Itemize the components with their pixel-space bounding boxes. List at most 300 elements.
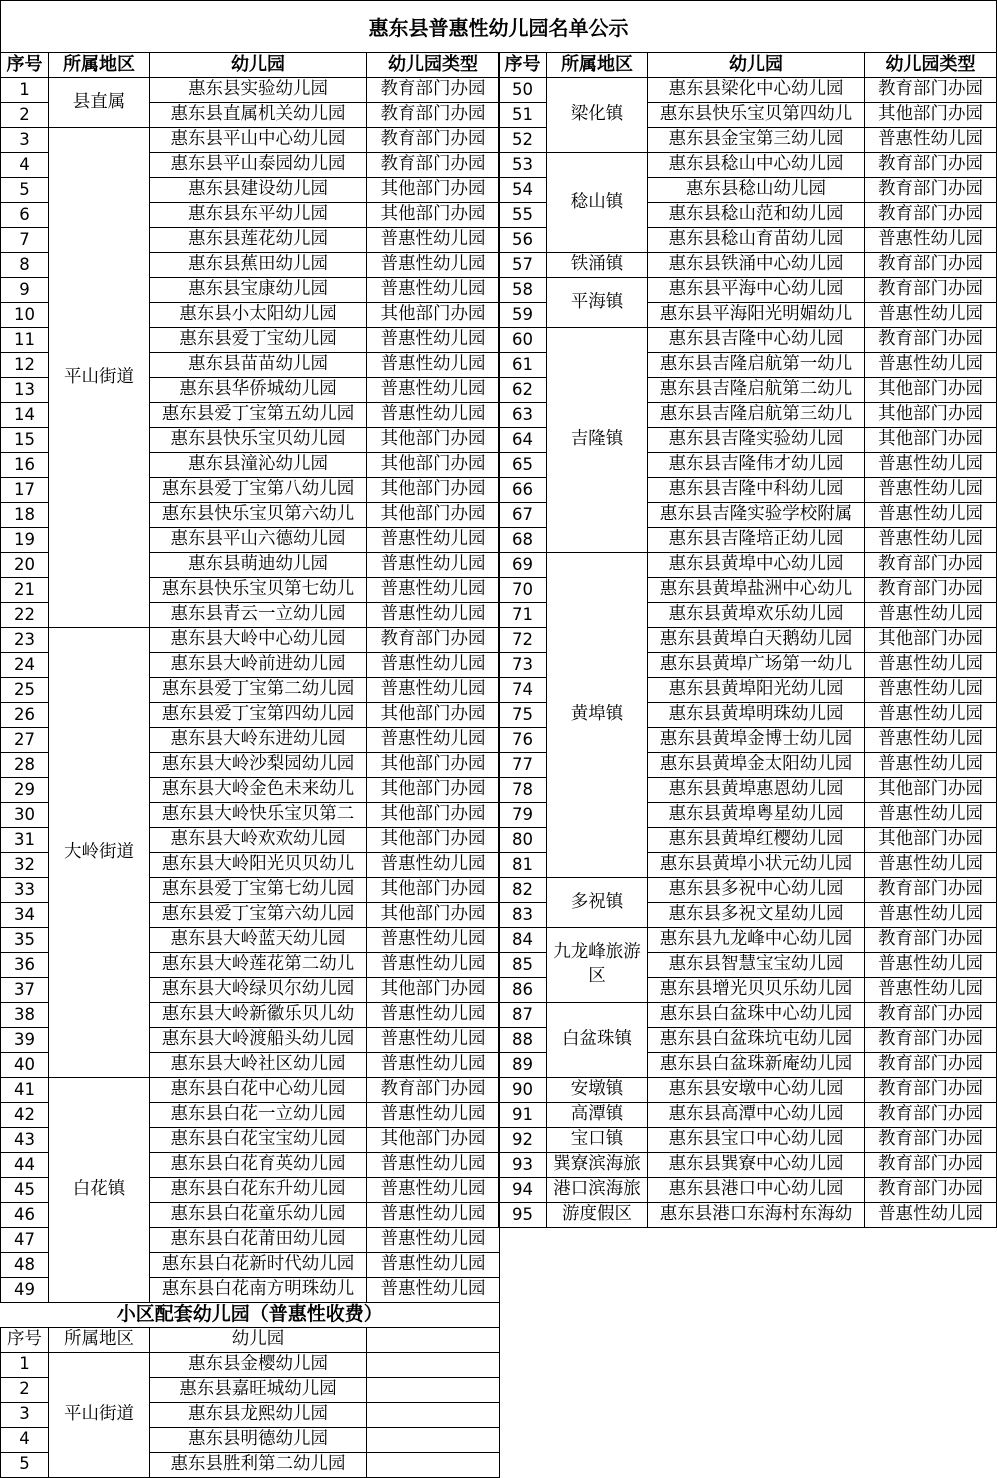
kindergarten-type: 教育部门办园 — [865, 1153, 997, 1178]
region-cell: 白盆珠镇 — [547, 1003, 648, 1078]
row-seq: 63 — [499, 403, 547, 428]
kindergarten-type: 其他部门办园 — [367, 703, 500, 728]
kindergarten-type: 普惠性幼儿园 — [865, 528, 997, 553]
table-row — [499, 278, 997, 303]
kindergarten-name: 惠东县大岭中心幼儿园 — [150, 628, 367, 653]
row-seq: 27 — [1, 728, 49, 753]
row-seq: 46 — [1, 1203, 49, 1228]
kindergarten-name: 惠东县大岭新徽乐贝儿幼 — [150, 1003, 367, 1028]
row-seq: 95 — [499, 1203, 547, 1228]
row-seq: 16 — [1, 453, 49, 478]
kindergarten-name: 惠东县大岭东进幼儿园 — [150, 728, 367, 753]
kindergarten-name: 惠东县华侨城幼儿园 — [150, 378, 367, 403]
kindergarten-type: 其他部门办园 — [865, 828, 997, 853]
row-seq: 31 — [1, 828, 49, 853]
kindergarten-name: 惠东县平山中心幼儿园 — [150, 128, 367, 153]
kindergarten-type: 教育部门办园 — [865, 203, 997, 228]
row-seq: 10 — [1, 303, 49, 328]
header-seq: 序号 — [499, 53, 547, 78]
kindergarten-type: 普惠性幼儿园 — [367, 1053, 500, 1078]
row-seq: 5 — [1, 178, 49, 203]
kindergarten-type: 普惠性幼儿园 — [865, 728, 997, 753]
kindergarten-name: 惠东县多祝文星幼儿园 — [648, 903, 865, 928]
region-cell: 游度假区 — [547, 1203, 648, 1228]
row-seq: 39 — [1, 1028, 49, 1053]
kindergarten-name: 惠东县东平幼儿园 — [150, 203, 367, 228]
kindergarten-name: 惠东县龙熙幼儿园 — [150, 1402, 367, 1427]
region-cell: 吉隆镇 — [547, 328, 648, 553]
row-seq: 18 — [1, 503, 49, 528]
table-row — [499, 553, 997, 578]
region-cell: 梁化镇 — [547, 78, 648, 153]
kindergarten-type — [367, 1377, 500, 1402]
kindergarten-name: 惠东县白花童乐幼儿园 — [150, 1203, 367, 1228]
table-row — [499, 928, 997, 953]
row-seq: 19 — [1, 528, 49, 553]
kindergarten-name: 惠东县巽寮中心幼儿园 — [648, 1153, 865, 1178]
kindergarten-name: 惠东县快乐宝贝第四幼儿 — [648, 103, 865, 128]
kindergarten-type: 教育部门办园 — [865, 253, 997, 278]
row-seq: 67 — [499, 503, 547, 528]
kindergarten-type: 教育部门办园 — [367, 78, 500, 103]
kindergarten-type: 其他部门办园 — [367, 203, 500, 228]
kindergarten-name: 惠东县黄埠欢乐幼儿园 — [648, 603, 865, 628]
kindergarten-name: 惠东县多祝中心幼儿园 — [648, 878, 865, 903]
kindergarten-type: 教育部门办园 — [367, 153, 500, 178]
kindergarten-name: 惠东县白花一立幼儿园 — [150, 1103, 367, 1128]
row-seq: 2 — [1, 1377, 49, 1402]
kindergarten-name: 惠东县大岭欢欢幼儿园 — [150, 828, 367, 853]
header-type: 幼儿园类型 — [367, 53, 500, 78]
header-row — [499, 53, 997, 78]
row-seq: 30 — [1, 803, 49, 828]
header-seq: 序号 — [1, 1327, 49, 1352]
page-title: 惠东县普惠性幼儿园名单公示 — [0, 0, 997, 53]
kindergarten-type: 其他部门办园 — [367, 303, 500, 328]
region-cell: 白花镇 — [49, 1078, 150, 1303]
kindergarten-type: 普惠性幼儿园 — [367, 653, 500, 678]
table-row — [499, 78, 997, 103]
kindergarten-name: 惠东县金宝第三幼儿园 — [648, 128, 865, 153]
row-seq: 15 — [1, 428, 49, 453]
kindergarten-type: 普惠性幼儿园 — [367, 278, 500, 303]
kindergarten-type: 普惠性幼儿园 — [367, 1228, 500, 1253]
kindergarten-name: 惠东县快乐宝贝第六幼儿 — [150, 503, 367, 528]
kindergarten-name: 惠东县直属机关幼儿园 — [150, 103, 367, 128]
kindergarten-type: 普惠性幼儿园 — [367, 1153, 500, 1178]
region-cell: 黄埠镇 — [547, 553, 648, 878]
header-type: 幼儿园类型 — [865, 53, 997, 78]
row-seq: 1 — [1, 1352, 49, 1377]
row-seq: 75 — [499, 703, 547, 728]
row-seq: 20 — [1, 553, 49, 578]
row-seq: 73 — [499, 653, 547, 678]
row-seq: 44 — [1, 1153, 49, 1178]
row-seq: 17 — [1, 478, 49, 503]
kindergarten-name: 惠东县爱丁宝第八幼儿园 — [150, 478, 367, 503]
table-row — [499, 153, 997, 178]
table-row — [1, 128, 500, 153]
kindergarten-name: 惠东县白盆珠中心幼儿园 — [648, 1003, 865, 1028]
row-seq: 29 — [1, 778, 49, 803]
kindergarten-name: 惠东县爱丁宝第五幼儿园 — [150, 403, 367, 428]
kindergarten-name: 惠东县爱丁宝第四幼儿园 — [150, 703, 367, 728]
header-kindergarten: 幼儿园 — [648, 53, 865, 78]
row-seq: 82 — [499, 878, 547, 903]
row-seq: 69 — [499, 553, 547, 578]
kindergarten-type: 普惠性幼儿园 — [367, 1253, 500, 1278]
kindergarten-type: 普惠性幼儿园 — [865, 303, 997, 328]
kindergarten-type: 教育部门办园 — [865, 1003, 997, 1028]
row-seq: 78 — [499, 778, 547, 803]
region-cell: 平山街道 — [49, 128, 150, 628]
row-seq: 89 — [499, 1053, 547, 1078]
kindergarten-type: 普惠性幼儿园 — [865, 678, 997, 703]
kindergarten-name: 惠东县明德幼儿园 — [150, 1427, 367, 1452]
kindergarten-name: 惠东县吉隆实验幼儿园 — [648, 428, 865, 453]
row-seq: 77 — [499, 753, 547, 778]
row-seq: 11 — [1, 328, 49, 353]
table-row — [499, 1178, 997, 1203]
table-row — [499, 1153, 997, 1178]
kindergarten-type: 普惠性幼儿园 — [367, 378, 500, 403]
row-seq: 92 — [499, 1128, 547, 1153]
kindergarten-type: 普惠性幼儿园 — [367, 1003, 500, 1028]
region-cell: 巽寮滨海旅 — [547, 1153, 648, 1178]
kindergarten-type: 其他部门办园 — [865, 103, 997, 128]
row-seq: 86 — [499, 978, 547, 1003]
kindergarten-type: 普惠性幼儿园 — [367, 328, 500, 353]
row-seq: 45 — [1, 1178, 49, 1203]
kindergarten-type: 教育部门办园 — [865, 1178, 997, 1203]
row-seq: 55 — [499, 203, 547, 228]
kindergarten-type: 普惠性幼儿园 — [367, 603, 500, 628]
header-empty — [367, 1327, 500, 1352]
kindergarten-type: 普惠性幼儿园 — [367, 553, 500, 578]
row-seq: 91 — [499, 1103, 547, 1128]
table-row — [499, 1103, 997, 1128]
region-cell: 平海镇 — [547, 278, 648, 328]
row-seq: 57 — [499, 253, 547, 278]
kindergarten-name: 惠东县白花育英幼儿园 — [150, 1153, 367, 1178]
row-seq: 76 — [499, 728, 547, 753]
row-seq: 7 — [1, 228, 49, 253]
kindergarten-type: 普惠性幼儿园 — [367, 1028, 500, 1053]
kindergarten-name: 惠东县大岭沙梨园幼儿园 — [150, 753, 367, 778]
kindergarten-type: 普惠性幼儿园 — [865, 1203, 997, 1228]
row-seq: 64 — [499, 428, 547, 453]
row-seq: 48 — [1, 1253, 49, 1278]
kindergarten-type: 教育部门办园 — [865, 78, 997, 103]
row-seq: 85 — [499, 953, 547, 978]
row-seq: 66 — [499, 478, 547, 503]
row-seq: 4 — [1, 1427, 49, 1452]
kindergarten-type: 其他部门办园 — [367, 753, 500, 778]
row-seq: 38 — [1, 1003, 49, 1028]
kindergarten-name: 惠东县港口中心幼儿园 — [648, 1178, 865, 1203]
row-seq: 65 — [499, 453, 547, 478]
kindergarten-type: 普惠性幼儿园 — [865, 478, 997, 503]
row-seq: 79 — [499, 803, 547, 828]
kindergarten-name: 惠东县安墩中心幼儿园 — [648, 1078, 865, 1103]
kindergarten-type: 其他部门办园 — [367, 503, 500, 528]
table-row — [1, 1352, 500, 1377]
kindergarten-name: 惠东县胜利第二幼儿园 — [150, 1452, 367, 1477]
kindergarten-type: 其他部门办园 — [367, 828, 500, 853]
kindergarten-type: 普惠性幼儿园 — [367, 1178, 500, 1203]
row-seq: 90 — [499, 1078, 547, 1103]
kindergarten-type: 其他部门办园 — [865, 778, 997, 803]
kindergarten-type: 普惠性幼儿园 — [367, 578, 500, 603]
kindergarten-name: 惠东县平山六德幼儿园 — [150, 528, 367, 553]
kindergarten-name: 惠东县白花莆田幼儿园 — [150, 1228, 367, 1253]
kindergarten-name: 惠东县吉隆启航第一幼儿 — [648, 353, 865, 378]
right-kindergarten-table — [498, 52, 997, 1228]
table-row — [499, 1128, 997, 1153]
row-seq: 53 — [499, 153, 547, 178]
kindergarten-name: 惠东县白花新时代幼儿园 — [150, 1253, 367, 1278]
row-seq: 59 — [499, 303, 547, 328]
kindergarten-name: 惠东县九龙峰中心幼儿园 — [648, 928, 865, 953]
row-seq: 2 — [1, 103, 49, 128]
kindergarten-type: 其他部门办园 — [865, 628, 997, 653]
row-seq: 62 — [499, 378, 547, 403]
kindergarten-type: 普惠性幼儿园 — [865, 903, 997, 928]
row-seq: 21 — [1, 578, 49, 603]
kindergarten-type: 教育部门办园 — [865, 878, 997, 903]
row-seq: 74 — [499, 678, 547, 703]
region-cell: 高潭镇 — [547, 1103, 648, 1128]
kindergarten-type: 教育部门办园 — [367, 628, 500, 653]
kindergarten-name: 惠东县建设幼儿园 — [150, 178, 367, 203]
table-row — [499, 1203, 997, 1228]
kindergarten-name: 惠东县港口东海村东海幼 — [648, 1203, 865, 1228]
kindergarten-name: 惠东县平海阳光明媚幼儿 — [648, 303, 865, 328]
row-seq: 88 — [499, 1028, 547, 1053]
row-seq: 49 — [1, 1278, 49, 1303]
kindergarten-name: 惠东县莲花幼儿园 — [150, 228, 367, 253]
row-seq: 56 — [499, 228, 547, 253]
table-row — [499, 1078, 997, 1103]
kindergarten-name: 惠东县白花宝宝幼儿园 — [150, 1128, 367, 1153]
kindergarten-type: 普惠性幼儿园 — [865, 603, 997, 628]
region-cell: 九龙峰旅游区 — [547, 928, 648, 1003]
kindergarten-type — [367, 1427, 500, 1452]
row-seq: 13 — [1, 378, 49, 403]
kindergarten-type — [367, 1402, 500, 1427]
row-seq: 24 — [1, 653, 49, 678]
row-seq: 93 — [499, 1153, 547, 1178]
kindergarten-type: 普惠性幼儿园 — [367, 1103, 500, 1128]
row-seq: 71 — [499, 603, 547, 628]
kindergarten-name: 惠东县青云一立幼儿园 — [150, 603, 367, 628]
kindergarten-name: 惠东县大岭金色未来幼儿 — [150, 778, 367, 803]
kindergarten-type: 教育部门办园 — [865, 153, 997, 178]
kindergarten-type: 普惠性幼儿园 — [367, 1278, 500, 1303]
kindergarten-name: 惠东县白花中心幼儿园 — [150, 1078, 367, 1103]
row-seq: 35 — [1, 928, 49, 953]
kindergarten-name: 惠东县黄埠阳光幼儿园 — [648, 678, 865, 703]
row-seq: 54 — [499, 178, 547, 203]
kindergarten-name: 惠东县大岭快乐宝贝第二 — [150, 803, 367, 828]
kindergarten-name: 惠东县黄埠金博士幼儿园 — [648, 728, 865, 753]
kindergarten-name: 惠东县大岭渡船头幼儿园 — [150, 1028, 367, 1053]
kindergarten-name: 惠东县铁涌中心幼儿园 — [648, 253, 865, 278]
kindergarten-type: 普惠性幼儿园 — [367, 928, 500, 953]
kindergarten-type: 其他部门办园 — [367, 903, 500, 928]
kindergarten-name: 惠东县大岭阳光贝贝幼儿 — [150, 853, 367, 878]
kindergarten-name: 惠东县小太阳幼儿园 — [150, 303, 367, 328]
kindergarten-type: 普惠性幼儿园 — [367, 728, 500, 753]
kindergarten-type: 教育部门办园 — [865, 1078, 997, 1103]
kindergarten-name: 惠东县黄埠广场第一幼儿 — [648, 653, 865, 678]
kindergarten-type: 普惠性幼儿园 — [367, 853, 500, 878]
kindergarten-name: 惠东县快乐宝贝幼儿园 — [150, 428, 367, 453]
kindergarten-name: 惠东县爱丁宝第二幼儿园 — [150, 678, 367, 703]
kindergarten-name: 惠东县吉隆中科幼儿园 — [648, 478, 865, 503]
row-seq: 70 — [499, 578, 547, 603]
kindergarten-type: 普惠性幼儿园 — [367, 403, 500, 428]
kindergarten-name: 惠东县白盆珠坑屯幼儿园 — [648, 1028, 865, 1053]
community-header-row — [1, 1327, 500, 1352]
kindergarten-type: 其他部门办园 — [865, 403, 997, 428]
row-seq: 26 — [1, 703, 49, 728]
kindergarten-type: 其他部门办园 — [367, 178, 500, 203]
kindergarten-type: 其他部门办园 — [367, 428, 500, 453]
row-seq: 51 — [499, 103, 547, 128]
row-seq: 36 — [1, 953, 49, 978]
row-seq: 43 — [1, 1128, 49, 1153]
row-seq: 68 — [499, 528, 547, 553]
kindergarten-type: 普惠性幼儿园 — [865, 653, 997, 678]
row-seq: 3 — [1, 1402, 49, 1427]
row-seq: 58 — [499, 278, 547, 303]
row-seq: 72 — [499, 628, 547, 653]
community-title: 小区配套幼儿园（普惠性收费） — [1, 1302, 500, 1327]
row-seq: 6 — [1, 203, 49, 228]
row-seq: 42 — [1, 1103, 49, 1128]
row-seq: 1 — [1, 78, 49, 103]
kindergarten-name: 惠东县稔山幼儿园 — [648, 178, 865, 203]
kindergarten-name: 惠东县潼沁幼儿园 — [150, 453, 367, 478]
kindergarten-name: 惠东县白花东升幼儿园 — [150, 1178, 367, 1203]
kindergarten-type: 教育部门办园 — [865, 928, 997, 953]
kindergarten-type: 其他部门办园 — [865, 428, 997, 453]
kindergarten-name: 惠东县增光贝贝乐幼儿园 — [648, 978, 865, 1003]
kindergarten-type: 教育部门办园 — [865, 578, 997, 603]
kindergarten-name: 惠东县大岭蓝天幼儿园 — [150, 928, 367, 953]
kindergarten-name: 惠东县蕉田幼儿园 — [150, 253, 367, 278]
region-cell: 安墩镇 — [547, 1078, 648, 1103]
kindergarten-type: 其他部门办园 — [367, 978, 500, 1003]
kindergarten-type: 普惠性幼儿园 — [865, 953, 997, 978]
kindergarten-name: 惠东县吉隆中心幼儿园 — [648, 328, 865, 353]
row-seq: 47 — [1, 1228, 49, 1253]
row-seq: 50 — [499, 78, 547, 103]
header-row — [1, 53, 500, 78]
row-seq: 14 — [1, 403, 49, 428]
row-seq: 40 — [1, 1053, 49, 1078]
header-kindergarten: 幼儿园 — [150, 1327, 367, 1352]
kindergarten-name: 惠东县吉隆伟才幼儿园 — [648, 453, 865, 478]
kindergarten-name: 惠东县金樱幼儿园 — [150, 1352, 367, 1377]
kindergarten-type: 教育部门办园 — [865, 1128, 997, 1153]
kindergarten-type: 教育部门办园 — [367, 1078, 500, 1103]
kindergarten-type: 普惠性幼儿园 — [865, 453, 997, 478]
kindergarten-type: 普惠性幼儿园 — [865, 753, 997, 778]
row-seq: 8 — [1, 253, 49, 278]
kindergarten-type: 其他部门办园 — [367, 878, 500, 903]
kindergarten-name: 惠东县黄埠盐洲中心幼儿 — [648, 578, 865, 603]
row-seq: 4 — [1, 153, 49, 178]
kindergarten-type: 普惠性幼儿园 — [865, 503, 997, 528]
region-cell: 港口滨海旅 — [547, 1178, 648, 1203]
kindergarten-name: 惠东县大岭莲花第二幼儿 — [150, 953, 367, 978]
left-kindergarten-table — [0, 52, 500, 1303]
kindergarten-name: 惠东县梁化中心幼儿园 — [648, 78, 865, 103]
kindergarten-type: 教育部门办园 — [367, 128, 500, 153]
row-seq: 34 — [1, 903, 49, 928]
kindergarten-name: 惠东县宝康幼儿园 — [150, 278, 367, 303]
kindergarten-name: 惠东县稔山中心幼儿园 — [648, 153, 865, 178]
row-seq: 28 — [1, 753, 49, 778]
kindergarten-type: 其他部门办园 — [865, 378, 997, 403]
kindergarten-name: 惠东县黄埠中心幼儿园 — [648, 553, 865, 578]
kindergarten-name: 惠东县稔山范和幼儿园 — [648, 203, 865, 228]
kindergarten-type: 教育部门办园 — [865, 1028, 997, 1053]
kindergarten-name: 惠东县吉隆启航第三幼儿 — [648, 403, 865, 428]
kindergarten-type: 其他部门办园 — [367, 453, 500, 478]
row-seq: 61 — [499, 353, 547, 378]
row-seq: 80 — [499, 828, 547, 853]
kindergarten-name: 惠东县大岭前进幼儿园 — [150, 653, 367, 678]
kindergarten-type: 教育部门办园 — [865, 328, 997, 353]
kindergarten-name: 惠东县稔山育苗幼儿园 — [648, 228, 865, 253]
region-cell: 稔山镇 — [547, 153, 648, 253]
kindergarten-name: 惠东县黄埠粤星幼儿园 — [648, 803, 865, 828]
community-title-row — [1, 1302, 500, 1327]
kindergarten-name: 惠东县爱丁宝第七幼儿园 — [150, 878, 367, 903]
kindergarten-type: 教育部门办园 — [865, 278, 997, 303]
kindergarten-name: 惠东县吉隆启航第二幼儿 — [648, 378, 865, 403]
header-kindergarten: 幼儿园 — [150, 53, 367, 78]
kindergarten-name: 惠东县苗苗幼儿园 — [150, 353, 367, 378]
kindergarten-name: 惠东县白花南方明珠幼儿 — [150, 1278, 367, 1303]
kindergarten-name: 惠东县吉隆培正幼儿园 — [648, 528, 865, 553]
table-row — [499, 1003, 997, 1028]
kindergarten-type: 其他部门办园 — [367, 1128, 500, 1153]
kindergarten-name: 惠东县黄埠明珠幼儿园 — [648, 703, 865, 728]
kindergarten-type: 教育部门办园 — [865, 1103, 997, 1128]
row-seq: 33 — [1, 878, 49, 903]
row-seq: 81 — [499, 853, 547, 878]
row-seq: 94 — [499, 1178, 547, 1203]
kindergarten-type: 普惠性幼儿园 — [367, 678, 500, 703]
kindergarten-name: 惠东县萌迪幼儿园 — [150, 553, 367, 578]
row-seq: 52 — [499, 128, 547, 153]
header-seq: 序号 — [1, 53, 49, 78]
table-row — [1, 78, 500, 103]
row-seq: 25 — [1, 678, 49, 703]
region-cell: 平山街道 — [49, 1352, 150, 1477]
kindergarten-name: 惠东县平海中心幼儿园 — [648, 278, 865, 303]
row-seq: 32 — [1, 853, 49, 878]
kindergarten-type: 其他部门办园 — [367, 803, 500, 828]
kindergarten-type: 其他部门办园 — [367, 478, 500, 503]
kindergarten-type: 普惠性幼儿园 — [367, 228, 500, 253]
kindergarten-name: 惠东县黄埠小状元幼儿园 — [648, 853, 865, 878]
kindergarten-type: 普惠性幼儿园 — [865, 128, 997, 153]
